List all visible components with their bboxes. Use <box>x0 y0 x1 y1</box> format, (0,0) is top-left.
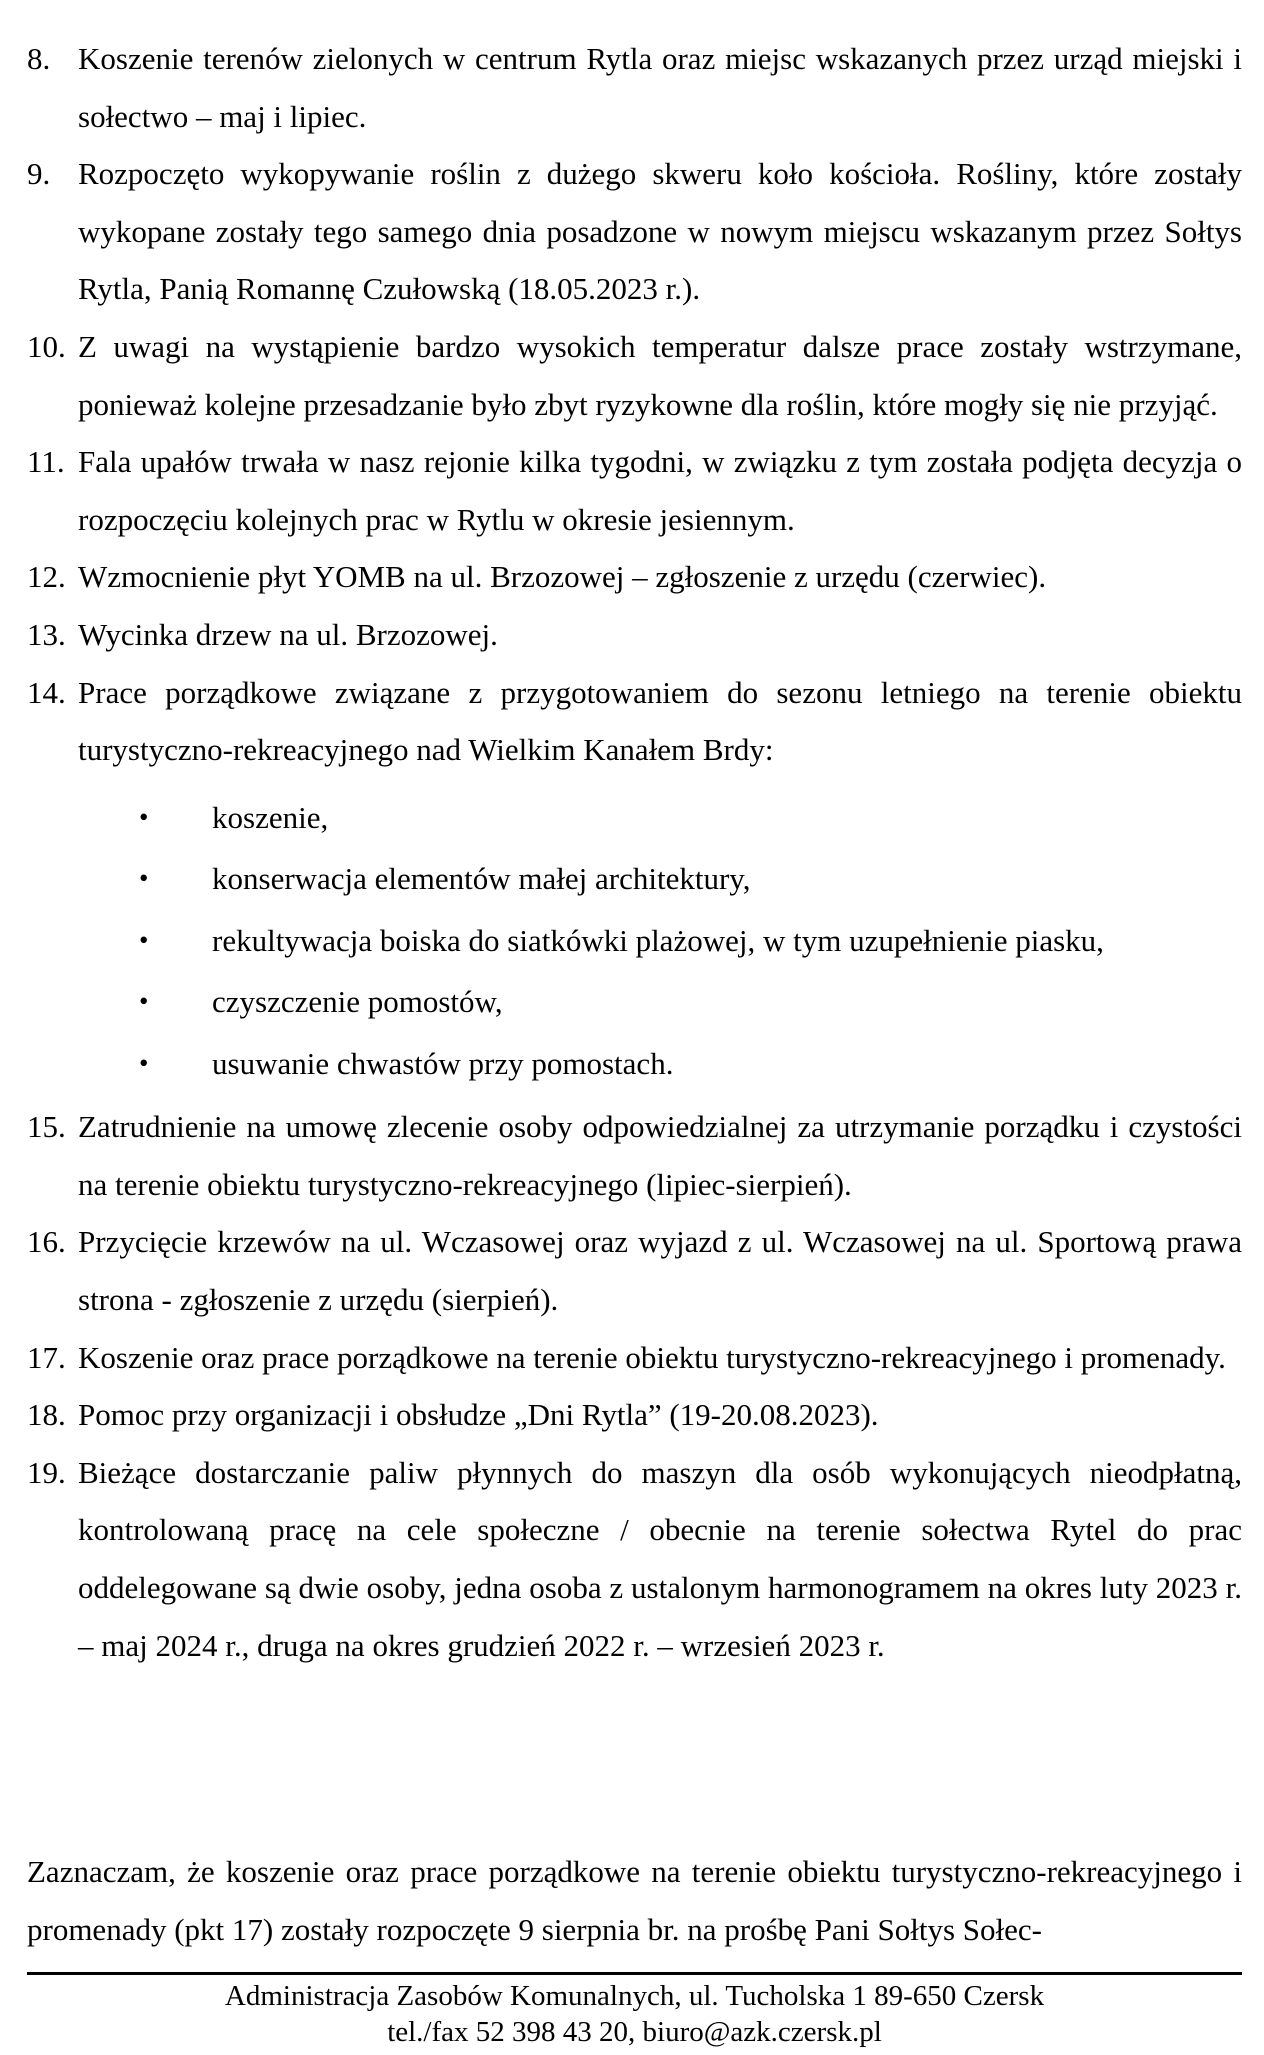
list-item <box>27 664 1242 779</box>
item-text: Rozpoczęto wykopywanie roślin z dużego skweru koło kościoła. Rośliny, które zostały wykopane zostały tego samego dnia posadzone w nowym miejscu wskazanym przez Sołtys Rytla, Panią Romannę Czułowską (18.05.2023 r.). <box>78 156 1242 307</box>
list-item <box>27 606 1242 664</box>
item-text: Koszenie oraz prace porządkowe na terenie obiektu turystyczno-rekreacyjnego i promenady. <box>78 1339 1226 1375</box>
list-item <box>27 30 1242 145</box>
item-text: Przycięcie krzewów na ul. Wczasowej oraz wyjazd z ul. Wczasowej na ul. Sportową prawa strona - zgłoszenie z urzędu (sierpień). <box>78 1224 1242 1317</box>
list-item <box>27 145 1242 318</box>
item-text: Prace porządkowe związane z przygotowaniem do sezonu letniego na terenie obiektu turystyczno-rekreacyjnego nad Wielkim Kanałem Brdy: <box>78 674 1242 768</box>
item-text: Wycinka drzew na ul. Brzozowej. <box>78 616 498 652</box>
item-text: Zatrudnienie na umowę zlecenie osoby odpowiedzialnej za utrzymanie porządku i czystości na terenie obiektu turystyczno-rekreacyjnego (lipiec-sierpień). <box>78 1109 1242 1202</box>
footer-address: Administracja Zasobów Komunalnych, ul. Tucholska 1 89-650 Czersk <box>224 1980 1045 2012</box>
bullet-icon: • <box>139 986 149 1017</box>
item-number: 12. <box>27 559 66 595</box>
bullet-text: konserwacja elementów małej architektury, <box>212 861 751 897</box>
list-item <box>27 1329 1242 1387</box>
bullet-text: koszenie, <box>212 799 329 835</box>
bullet-text: rekultywacja boiska do siatkówki plażowej, w tym uzupełnienie piasku, <box>212 922 1104 958</box>
item-number: 16. <box>27 1224 66 1260</box>
item-number: 11. <box>27 444 65 480</box>
bullet-icon: • <box>139 801 149 832</box>
item-number: 18. <box>27 1397 66 1433</box>
bullet-item <box>27 1033 1242 1095</box>
footer-contact: tel./fax 52 398 43 20, biuro@azk.czersk.pl <box>387 2016 882 2048</box>
item-text: Koszenie terenów zielonych w centrum Rytla oraz miejsc wskazanych przez urząd miejski i sołectwo – maj i lipiec. <box>78 41 1242 134</box>
bullet-icon: • <box>139 924 149 955</box>
bullet-item <box>27 910 1242 972</box>
item-text: Fala upałów trwała w nasz rejonie kilka tygodni, w związku z tym została podjęta decyzja o rozpoczęciu kolejnych prac w Rytlu w okresie jesiennym. <box>78 444 1242 537</box>
closing-paragraph: Zaznaczam, że koszenie oraz prace porządkowe na terenie obiektu turystyczno-rekreacyjnego i promenady (pkt 17) zostały rozpoczęte 9 sierpnia br. na prośbę Pani Sołtys Sołec- <box>27 1854 1242 1947</box>
list-item <box>27 1098 1242 1213</box>
item-text: Wzmocnienie płyt YOMB na ul. Brzozowej – zgłoszenie z urzędu (czerwiec). <box>78 559 1047 595</box>
bullet-item <box>27 848 1242 910</box>
item-number: 15. <box>27 1109 66 1145</box>
list-item <box>27 1444 1242 1674</box>
list-item <box>27 433 1242 548</box>
item-text: Z uwagi na wystąpienie bardzo wysokich temperatur dalsze prace zostały wstrzymane, ponieważ kolejne przesadzanie było zbyt ryzykowne dla roślin, które mogły się nie przyjąć. <box>78 328 1242 422</box>
item-number: 10. <box>27 328 66 364</box>
footer-divider <box>27 1972 1242 1975</box>
numbered-list <box>27 30 1242 1674</box>
item-number: 13. <box>27 616 66 652</box>
item-number: 19. <box>27 1454 66 1490</box>
bullet-item <box>27 971 1242 1033</box>
bullet-icon: • <box>139 1047 149 1078</box>
item-number: 9. <box>27 156 51 192</box>
item-number: 14. <box>27 674 66 710</box>
list-item <box>27 318 1242 433</box>
item-number: 8. <box>27 41 51 76</box>
bullet-text: czyszczenie pomostów, <box>212 984 503 1020</box>
list-item <box>27 548 1242 606</box>
bullet-item <box>27 787 1242 849</box>
item-number: 17. <box>27 1339 66 1375</box>
list-item <box>27 1213 1242 1328</box>
bullet-text: usuwanie chwastów przy pomostach. <box>212 1045 674 1081</box>
item-text: Pomoc przy organizacji i obsłudze „Dni Rytla” (19-20.08.2023). <box>78 1397 879 1433</box>
bullet-icon: • <box>139 863 149 894</box>
item-text: Bieżące dostarczanie paliw płynnych do maszyn dla osób wykonujących nieodpłatną, kontrolowaną pracę na cele społeczne / obecnie na terenie sołectwa Rytel do prac oddelegowane są dwie osoby, jedna osoba z ustalonym harmonogramem na okres luty 2023 r. – maj 2024 r., druga na okres grudzień 2022 r. – wrzesień 2023 r. <box>78 1454 1242 1663</box>
page-footer <box>27 1978 1242 2050</box>
list-item <box>27 1386 1242 1444</box>
bullet-sublist <box>27 787 1242 1095</box>
